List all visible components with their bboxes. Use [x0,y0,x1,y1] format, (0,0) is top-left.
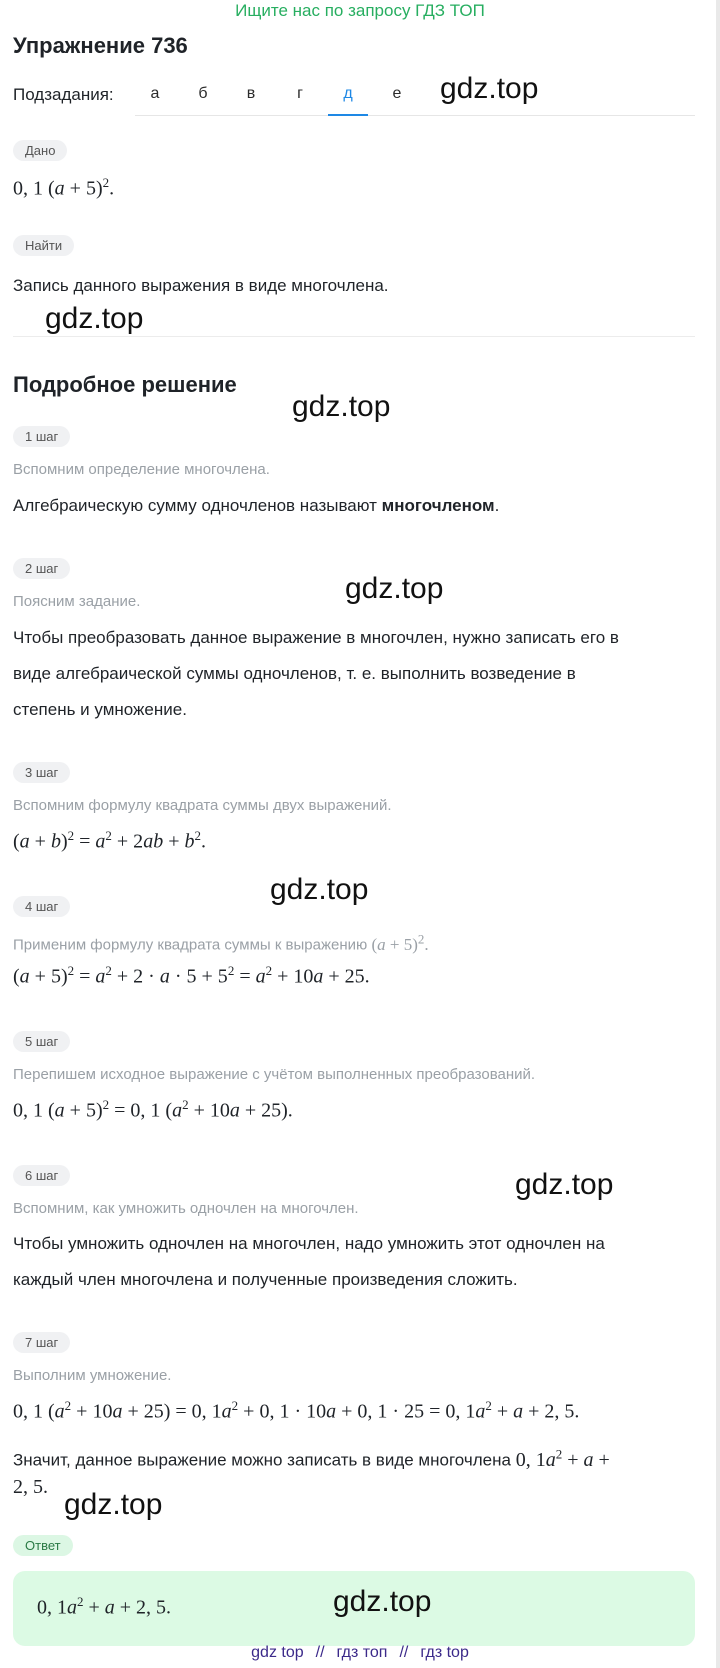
divider [13,336,695,337]
tab-b[interactable]: б [198,85,208,102]
watermark: gdz.top [270,873,369,906]
scrollbar[interactable] [716,0,720,1668]
footer-link-2[interactable]: гдз топ [336,1644,388,1661]
step-2-text-line-2: виде алгебраической суммы одночленов, т. е. выполнить возведение в [13,664,576,683]
tab-g[interactable]: г [297,85,303,102]
step-3-formula: $(a + b)^2 = a^2 + 2ab + b^2$. [13,828,206,853]
tabs-divider [135,115,695,116]
step-4-badge: 4 шаг [13,896,70,917]
answer-badge: Ответ [13,1535,73,1556]
step-2-hint: Поясним задание. [13,593,141,610]
step-4-hint: Применим формулу квадрата суммы к выражению $(a + 5)^2$. [13,931,429,954]
tab-v[interactable]: в [246,85,256,102]
tab-a[interactable]: а [150,85,160,102]
step-5-badge: 5 шаг [13,1031,70,1052]
tab-d[interactable]: д [328,85,368,116]
page-title: Упражнение 736 [13,33,188,58]
top-banner: Ищите нас по запросу ГДЗ ТОП [235,1,485,20]
step-3-hint: Вспомним формулу квадрата суммы двух выражений. [13,797,392,814]
step-2-text-line-1: Чтобы преобразовать данное выражение в многочлен, нужно записать его в [13,628,619,647]
answer-expression: 0, $1a^2 + a + 2$, 5. [37,1594,172,1619]
solution-title: Подробное решение [13,372,237,397]
step-1-text: Алгебраическую сумму одночленов называют многочленом. [13,496,500,515]
find-text: Запись данного выражения в виде многочлена. [13,276,389,295]
footer-link-1[interactable]: gdz top [251,1644,304,1661]
step-6-text-line-2: каждый член многочлена и полученные произведения сложить. [13,1270,518,1289]
step-7-conclusion-continued: 2, 5. [13,1476,48,1498]
step-7-conclusion: Значит, данное выражение можно записать в виде многочлена 0, $1a^2 + a$ + [13,1446,610,1471]
tab-e[interactable]: е [392,85,402,102]
step-7-hint: Выполним умножение. [13,1367,172,1384]
step-2-text-line-3: степень и умножение. [13,700,187,719]
step-3-badge: 3 шаг [13,762,70,783]
watermark: gdz.top [292,390,391,423]
watermark: gdz.top [45,302,144,335]
find-badge: Найти [13,235,74,256]
step-7-badge: 7 шаг [13,1332,70,1353]
step-2-badge: 2 шаг [13,558,70,579]
step-6-badge: 6 шаг [13,1165,70,1186]
footer-links: gdz top // гдз топ // гдз top [251,1644,469,1661]
subtasks-label: Подзадания: [13,85,114,104]
step-5-formula: 0, 1 $(a + 5)^2 = 0$, 1 $(a^2 + 10a + 25)$. [13,1097,293,1122]
step-4-formula: $(a + 5)^2 = a^2 + 2 \cdot a \cdot 5 + 5^2 = a^2 + 10a + 25$. [13,963,370,988]
watermark: gdz.top [333,1585,432,1618]
watermark: gdz.top [440,72,539,105]
footer-link-3[interactable]: гдз top [420,1644,469,1661]
step-6-text-line-1: Чтобы умножить одночлен на многочлен, надо умножить этот одночлен на [13,1234,605,1253]
step-5-hint: Перепишем исходное выражение с учётом выполненных преобразований. [13,1066,536,1083]
step-6-hint: Вспомним, как умножить одночлен на многочлен. [13,1200,359,1217]
watermark: gdz.top [515,1168,614,1201]
given-badge: Дано [13,140,67,161]
step-1-hint: Вспомним определение многочлена. [13,461,270,478]
watermark: gdz.top [64,1488,163,1521]
given-expression: 0, 1 $(a + 5)^2$. [13,175,115,200]
step-1-badge: 1 шаг [13,426,70,447]
step-7-formula: 0, 1 $(a^2 + 10a + 25) = 0$, $1a^2 + 0$, 1 · 10a + 0, 1 · 25 = 0, $1a^2 + a + 2$, 5. [13,1398,580,1423]
watermark: gdz.top [345,572,444,605]
